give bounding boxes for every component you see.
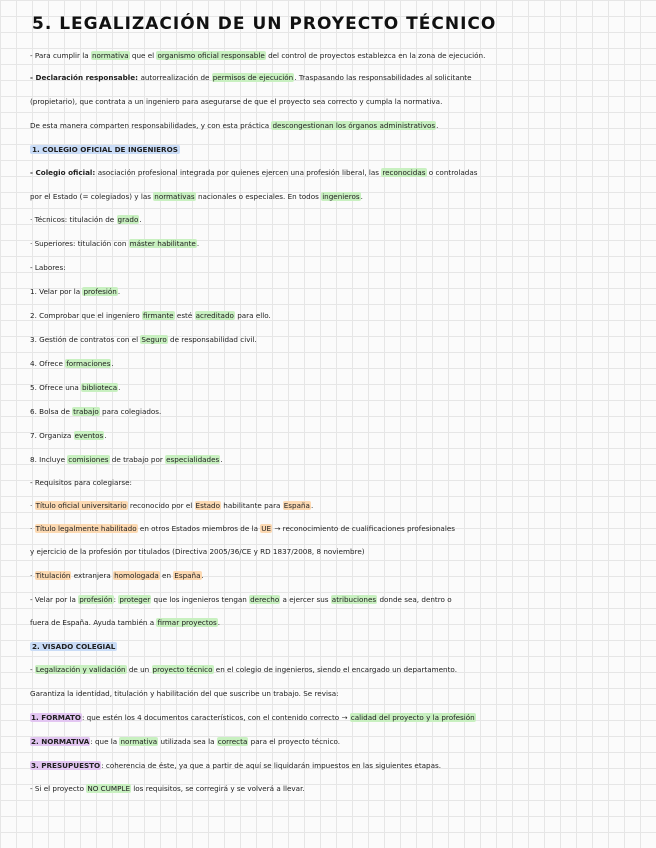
highlighted-text: permisos de ejecución — [212, 73, 294, 82]
note-line — [30, 238, 652, 249]
note-line — [30, 617, 652, 628]
highlighted-text: máster habilitante — [129, 239, 196, 248]
highlighted-text: proteger — [119, 595, 151, 604]
note-text: habilitante para — [221, 501, 283, 510]
note-text: Garantiza la identidad, titulación y habilitación del que suscribe un trabajo. Se revisa: — [30, 689, 339, 698]
note-line — [30, 454, 652, 465]
highlighted-text: Seguro — [141, 335, 167, 344]
highlighted-text: 2. VISADO COLEGIAL — [32, 642, 116, 651]
highlighted-text: comisiones — [68, 455, 109, 464]
highlighted-text: profesión — [83, 287, 117, 296]
note-text: : que estén los 4 documentos característicos, con el contenido correcto → — [81, 713, 350, 722]
highlighted-text: especialidades — [166, 455, 220, 464]
note-text: que el — [129, 51, 157, 60]
note-line — [30, 430, 652, 441]
note-text: esté — [174, 311, 195, 320]
highlighted-text: profesión — [79, 595, 113, 604]
note-text: · — [30, 524, 35, 533]
note-text: del control de proyectos establezca en la zona de ejecución. — [265, 51, 486, 60]
note-text: 1. Velar por la — [30, 287, 83, 296]
note-text: - Si el proyecto — [30, 784, 87, 793]
note-text: - — [30, 665, 35, 674]
note-text: para colegiados. — [99, 407, 162, 416]
highlighted-text: 1. FORMATO — [31, 713, 81, 722]
note-line — [30, 546, 652, 557]
highlighted-text: 3. PRESUPUESTO — [31, 761, 101, 770]
note-text: para ello. — [234, 311, 271, 320]
highlighted-text: grado — [117, 215, 139, 224]
highlighted-text: normativas — [154, 192, 195, 201]
note-text: de trabajo por — [109, 455, 166, 464]
note-text: para el proyecto técnico. — [248, 737, 341, 746]
note-text: · Técnicos: titulación de — [30, 215, 117, 224]
note-text: o controladas — [426, 168, 478, 177]
note-text: fuera de España. Ayuda también a — [30, 618, 157, 627]
note-text: en el colegio de ingenieros, siendo el encargado un departamento. — [213, 665, 457, 674]
note-text: : que la — [90, 737, 120, 746]
highlighted-text: homologada — [114, 571, 159, 580]
highlighted-text: España — [174, 571, 201, 580]
highlighted-text: proyecto técnico — [152, 665, 213, 674]
note-text: : — [113, 595, 119, 604]
note-text: (propietario), que contrata a un ingeniero para asegurarse de que el proyecto sea correcto y cumpla la normativa. — [30, 97, 443, 106]
note-line — [30, 144, 652, 155]
highlighted-text: calidad del proyecto y la profesión — [350, 713, 475, 722]
note-line — [30, 72, 652, 83]
note-line — [30, 477, 652, 488]
highlighted-text: España — [283, 501, 310, 510]
note-text: . — [196, 239, 200, 248]
note-text: · — [30, 571, 35, 580]
note-text: 4. Ofrece — [30, 359, 66, 368]
note-text: autorrealización de — [140, 73, 212, 82]
note-text: reconocido por el — [127, 501, 195, 510]
highlighted-text: reconocidas — [382, 168, 426, 177]
note-line — [30, 406, 652, 417]
note-text: . — [117, 287, 121, 296]
note-text: - Velar por la — [30, 595, 79, 604]
note-text: que los ingenieros tengan — [151, 595, 250, 604]
note-line — [30, 358, 652, 369]
highlighted-text: descongestionan los órganos administrativos — [272, 121, 436, 130]
note-text: utilizada sea la — [158, 737, 217, 746]
highlighted-text: derecho — [250, 595, 280, 604]
note-text: de responsabilidad civil. — [167, 335, 257, 344]
note-text: . — [310, 501, 314, 510]
note-line — [30, 191, 652, 202]
note-text: 3. Gestión de contratos con el — [30, 335, 141, 344]
note-text: los requisitos, se corregirá y se volverá a llevar. — [131, 784, 305, 793]
highlighted-text: Legalización y validación — [35, 665, 126, 674]
note-line — [30, 760, 652, 771]
note-line — [30, 736, 652, 747]
highlighted-text: trabajo — [73, 407, 99, 416]
note-text: y ejercicio de la profesión por titulados (Directiva 2005/36/CE y RD 1837/2008, 8 noviembre) — [30, 547, 365, 556]
note-line — [30, 214, 652, 225]
highlighted-text: eventos — [74, 431, 104, 440]
note-text: 5. Ofrece una — [30, 383, 82, 392]
note-text: → reconocimiento de cualificaciones profesionales — [272, 524, 455, 533]
note-line — [30, 286, 652, 297]
highlighted-text: firmar proyectos — [157, 618, 217, 627]
note-text: . — [111, 359, 114, 368]
note-line — [30, 334, 652, 345]
note-text: · Superiores: titulación con — [30, 239, 129, 248]
note-text: a ejercer sus — [280, 595, 331, 604]
note-text: . — [118, 383, 121, 392]
note-text: en — [159, 571, 174, 580]
note-line — [30, 50, 652, 61]
note-text: . — [139, 215, 142, 224]
highlighted-text: organismo oficial responsable — [157, 51, 265, 60]
note-line — [30, 664, 652, 675]
note-line — [30, 570, 652, 581]
note-line — [30, 688, 652, 699]
note-text: 6. Bolsa de — [30, 407, 73, 416]
note-line — [30, 500, 652, 511]
note-line — [30, 96, 652, 107]
highlighted-text: ingenieros — [322, 192, 360, 201]
note-text: extranjera — [71, 571, 114, 580]
highlighted-text: biblioteca — [82, 383, 118, 392]
highlighted-text: Título oficial universitario — [35, 501, 127, 510]
highlighted-text: NO CUMPLE — [87, 784, 130, 793]
page-title: 5. LEGALIZACIÓN DE UN PROYECTO TÉCNICO — [32, 14, 497, 34]
note-text: - Para cumplir la — [30, 51, 91, 60]
note-text: . — [360, 192, 363, 201]
note-text: : coherencia de éste, ya que a partir de aquí se liquidarán impuestos en las siguientes etapas. — [101, 761, 442, 770]
note-text: en otros Estados miembros de la — [137, 524, 261, 533]
note-line — [30, 712, 652, 723]
highlighted-text: formaciones — [66, 359, 111, 368]
note-text: 8. Incluye — [30, 455, 68, 464]
highlighted-text: Estado — [195, 501, 221, 510]
note-line — [30, 120, 652, 131]
note-line — [30, 523, 652, 534]
note-line — [30, 783, 652, 794]
note-text: - Declaración responsable: — [30, 73, 141, 82]
note-text: . — [220, 455, 223, 464]
note-text: - Colegio oficial: — [30, 168, 98, 177]
highlighted-text: normativa — [120, 737, 158, 746]
note-text: por el Estado (= colegiados) y las — [30, 192, 154, 201]
highlighted-text: acreditado — [195, 311, 234, 320]
note-text: donde sea, dentro o — [377, 595, 452, 604]
note-text: - Labores: — [30, 263, 66, 272]
note-text: · — [30, 501, 35, 510]
highlighted-text: atribuciones — [331, 595, 377, 604]
note-text: . — [201, 571, 204, 580]
highlighted-text: Titulación — [35, 571, 71, 580]
note-text: . — [217, 618, 221, 627]
note-text: . — [104, 431, 107, 440]
note-text: 7. Organiza — [30, 431, 74, 440]
highlighted-text: firmante — [143, 311, 174, 320]
highlighted-text: normativa — [91, 51, 129, 60]
note-text: de un — [126, 665, 152, 674]
highlighted-text: 1. COLEGIO OFICIAL DE INGENIEROS — [32, 145, 178, 154]
highlighted-text: Título legalmente habilitado — [35, 524, 137, 533]
note-line — [30, 310, 652, 321]
highlighted-text: UE — [261, 524, 272, 533]
note-line — [30, 167, 652, 178]
note-line — [30, 382, 652, 393]
note-text: De esta manera comparten responsabilidades, y con esta práctica — [30, 121, 272, 130]
note-line — [30, 594, 652, 605]
note-text: . Traspasando las responsabilidades al solicitante — [294, 73, 472, 82]
highlighted-text: 2. NORMATIVA — [31, 737, 90, 746]
note-line — [30, 641, 652, 652]
note-text: . — [436, 121, 439, 130]
note-text: - Requisitos para colegiarse: — [30, 478, 132, 487]
note-text: nacionales o especiales. En todos — [195, 192, 322, 201]
highlighted-text: correcta — [217, 737, 248, 746]
note-line — [30, 262, 652, 273]
note-text: asociación profesional integrada por quienes ejercen una profesión liberal, las — [97, 168, 382, 177]
note-text: 2. Comprobar que el ingeniero — [30, 311, 143, 320]
